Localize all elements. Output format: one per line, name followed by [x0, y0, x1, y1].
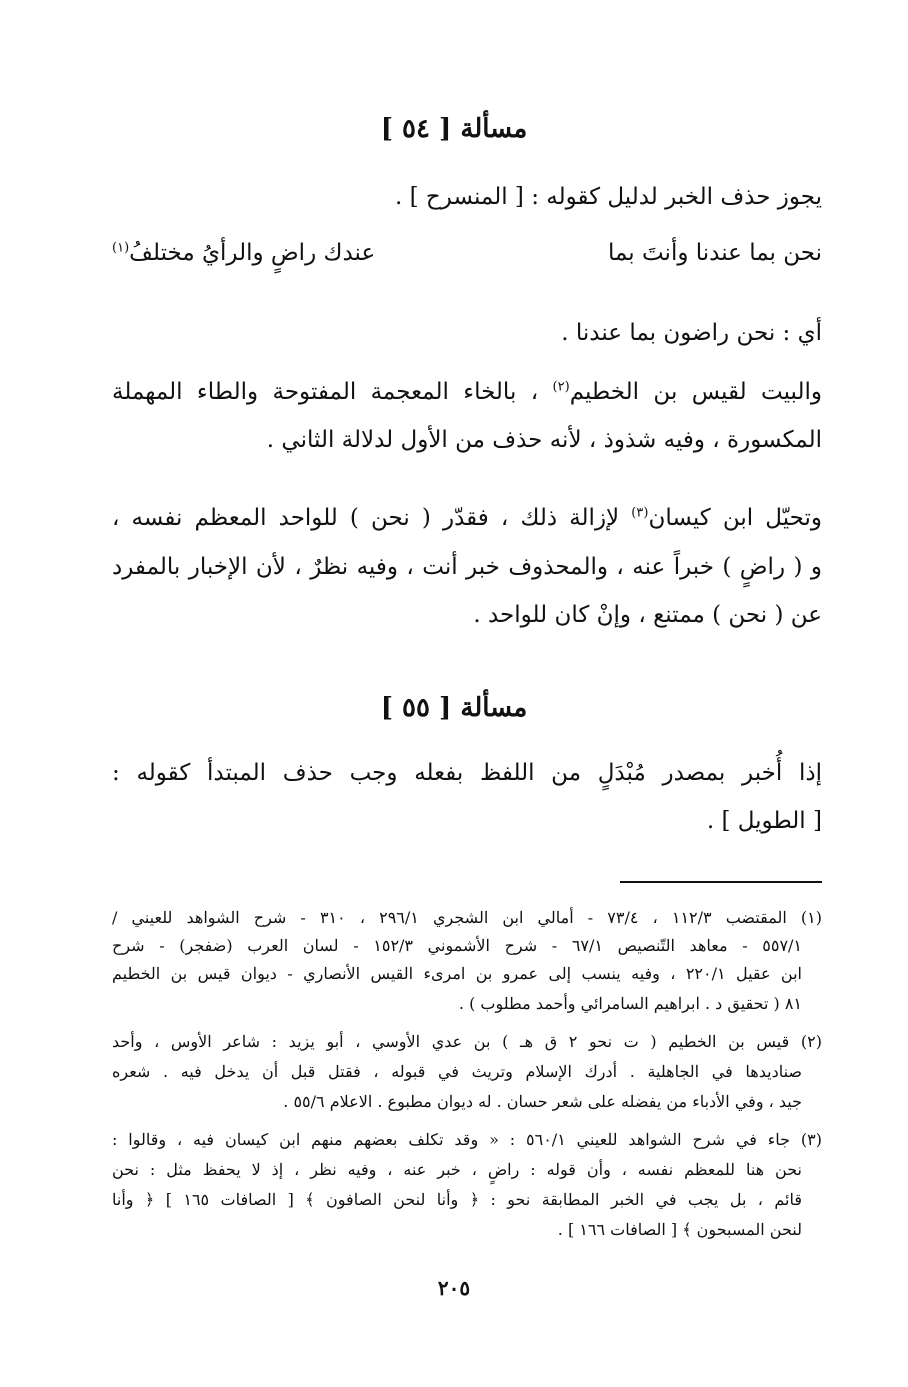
- paragraph-ibn-kaysan-line3: عن ( نحن ) ممتنع ، وإنْ كان للواحد .: [473, 602, 822, 628]
- footnote-divider: [620, 881, 822, 883]
- paragraph-intro: يجوز حذف الخبر لدليل كقوله : [ المنسرح ] .: [395, 184, 822, 210]
- page-number: ٢٠٥: [437, 1276, 471, 1300]
- footnote-ref-3: (٣): [631, 505, 649, 521]
- attribution-text-b: ، بالخاء المعجمة المفتوحة والطاء المهملة: [112, 379, 539, 405]
- paragraph-ibn-kaysan-line2: و ( راضٍ ) خبراً عنه ، والمحذوف خبر أنت ، وفيه نظرٌ ، لأن الإخبار بالمفرد: [112, 554, 822, 580]
- footnote-1-line3: ابن عقيل ٢٢٠/١ ، وفيه ينسب إلى عمرو بن امرىء القيس الأنصاري - ديوان قيس بن الخطيم: [112, 964, 803, 983]
- poetry-verse: [112, 240, 822, 280]
- ibn-kaysan-text-a: وتحيّل ابن كيسان: [648, 505, 822, 531]
- paragraph-masdar-line1: إذا أُخبر بمصدر مُبْدَلٍ من اللفظ بفعله وجب حذف المبتدأ كقوله :: [112, 760, 822, 786]
- heading-masala-55: مسألة [ ٥٥ ]: [380, 693, 528, 723]
- attribution-text-a: والبيت لقيس بن الخطيم: [569, 379, 822, 405]
- footnote-3-line2: نحن هنا للمعظم نفسه ، وأن قوله : راضٍ ، خبر عنه ، وفيه نظر ، إذ لا يحفظ مثل : نحن: [112, 1160, 802, 1179]
- paragraph-masdar-line2: [ الطويل ] .: [706, 808, 822, 834]
- footnote-2-line1: (٢) قيس بن الخطيم ( ت نحو ٢ ق هـ ) بن عدي الأوسي ، أبو يزيد : شاعر الأوس ، وأحد: [112, 1032, 822, 1051]
- footnote-2-line3: جيد ، وفي الأدباء من يفضله على شعر حسان . له ديوان مطبوع . الاعلام ٥٥/٦ .: [283, 1092, 802, 1111]
- footnote-1-line2: ٥٥٧/١ - معاهد التّنصيص ٦٧/١ - شرح الأشموني ١٥٢/٣ - لسان العرب (ضفجر) - شرح: [112, 936, 803, 955]
- footnote-1-line4: ٨١ ( تحقيق د . ابراهيم السامرائي وأحمد مطلوب ) .: [458, 994, 802, 1013]
- paragraph-ibn-kaysan-line1: [112, 505, 822, 531]
- paragraph-explanation: أي : نحن راضون بما عندنا .: [561, 320, 822, 346]
- footnote-ref-1: (١): [112, 240, 130, 256]
- footnote-2-line2: صناديدها في الجاهلية . أدرك الإسلام وتريث في قبوله ، فقتل قبل أن يدخل فيه . شعره: [112, 1062, 802, 1081]
- paragraph-attribution-line2: المكسورة ، وفيه شذوذ ، لأنه حذف من الأول لدلالة الثاني .: [266, 427, 822, 453]
- footnote-ref-2: (٢): [552, 379, 570, 395]
- ibn-kaysan-text-b: لإزالة ذلك ، فقدّر ( نحن ) للواحد المعظم نفسه ،: [112, 505, 620, 531]
- footnote-1-line1: (١) المقتضب ١١٢/٣ ، ٧٣/٤ - أمالي ابن الشجري ٢٩٦/١ ، ٣١٠ - شرح الشواهد للعيني /: [112, 908, 822, 927]
- footnote-3-line1: (٣) جاء في شرح الشواهد للعيني ٥٦٠/١ : « وقد تكلف بعضهم منهم ابن كيسان فيه ، وقالوا :: [112, 1130, 822, 1149]
- heading-masala-54: مسألة [ ٥٤ ]: [380, 114, 528, 144]
- paragraph-attribution-line1: [112, 379, 822, 405]
- footnote-3-line3: قائم ، بل يجب في الخبر المطابقة نحو : ﴿ وأنا لنحن الصافون ﴾ [ الصافات ١٦٥ ] ﴿ وأنا: [112, 1190, 802, 1209]
- verse-first-hemistich: نحن بما عندنا وأنتَ بما: [607, 240, 822, 266]
- footnote-3-line4: لنحن المسبحون ﴾ [ الصافات ١٦٦ ] .: [557, 1220, 802, 1239]
- verse-second-hemistich: [112, 240, 375, 266]
- verse-second-text: عندك راضٍ والرأيُ مختلفُ: [129, 240, 376, 266]
